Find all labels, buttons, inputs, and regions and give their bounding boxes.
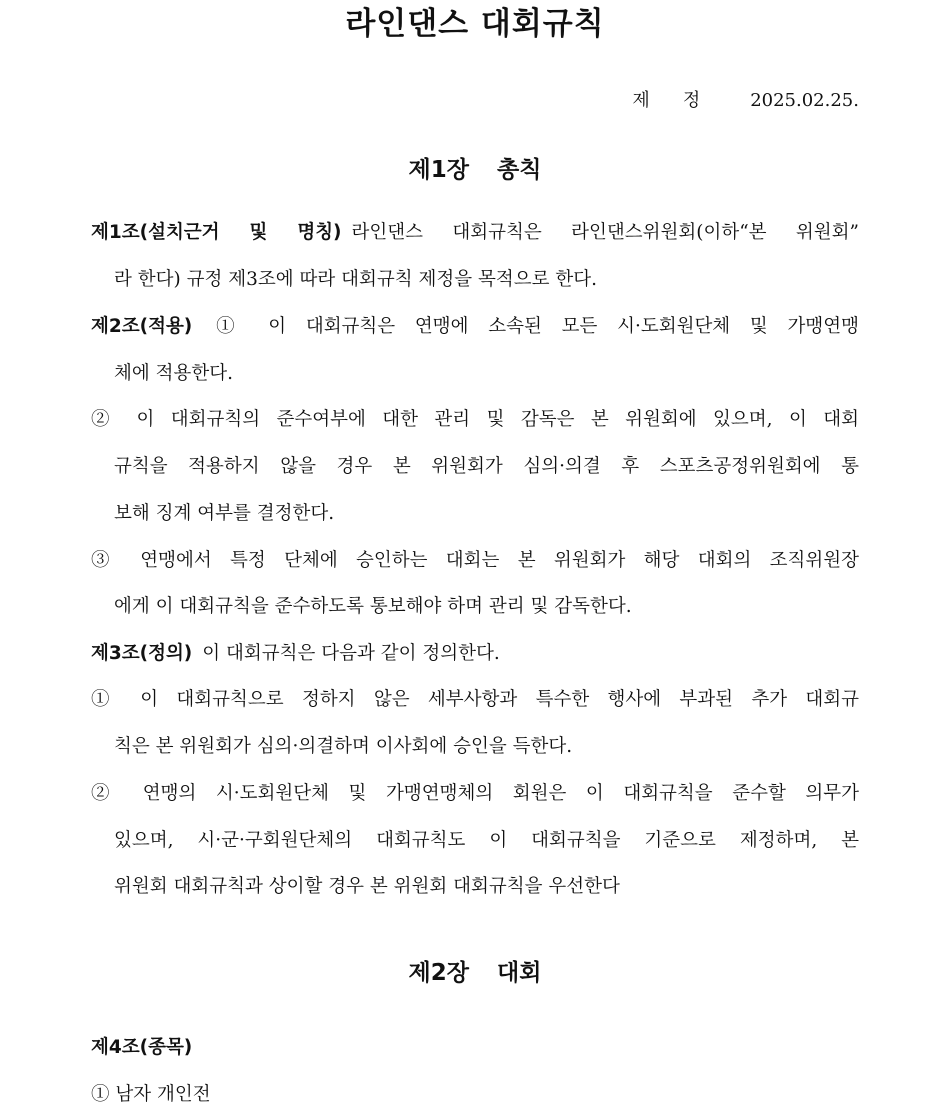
article-2-text-1: ① 이 대회규칙은 연맹에 소속된 모든 시·도회원단체 및 가맹연맹 — [202, 316, 859, 337]
enactment-date-line — [632, 86, 859, 116]
article-2-line-2: 체에 적용한다. — [114, 363, 233, 384]
article-1-line-1 — [91, 217, 859, 249]
chapter-1-name: 총칙 — [497, 157, 542, 183]
chapter-2-name: 대회 — [497, 960, 542, 986]
chapter-1-number: 제1장 — [408, 157, 469, 183]
article-3-text-1: 이 대회규칙은 다음과 같이 정의한다. — [202, 643, 500, 664]
enact-label-1: 제 — [632, 90, 650, 111]
enact-label-2: 정 — [682, 90, 701, 111]
enact-date: 2025.02.25. — [750, 90, 859, 111]
article-4-title: 제4조(종목) — [91, 1037, 193, 1058]
article-1-line-2: 라 한다) 규정 제3조에 따라 대회규칙 제정을 목적으로 한다. — [114, 269, 597, 290]
article-2-line-7: 에게 이 대회규칙을 준수하도록 통보해야 하며 관리 및 감독한다. — [114, 596, 632, 617]
article-3-line-1 — [91, 638, 859, 670]
article-2-line-6: ③ 연맹에서 특정 단체에 승인하는 대회는 본 위원회가 해당 대회의 조직위원장 — [91, 550, 859, 571]
article-2-line-4: 규칙을 적용하지 않을 경우 본 위원회가 심의·의결 후 스포츠공정위원회에 통 — [114, 456, 859, 477]
article-2-line-1 — [91, 311, 859, 343]
article-3-line-6: 위원회 대회규칙과 상이할 경우 본 위원회 대회규칙을 우선한다 — [114, 876, 620, 897]
article-2-title: 제2조(적용) — [91, 316, 193, 337]
article-2-line-3: ② 이 대회규칙의 준수여부에 대한 관리 및 감독은 본 위원회에 있으며, 이 대회 — [91, 409, 859, 430]
article-3-line-5: 있으며, 시·군·구회원단체의 대회규칙도 이 대회규칙을 기준으로 제정하며, 본 — [114, 830, 859, 851]
article-1-text-1: 라인댄스 대회규칙은 라인댄스위원회(이하“본 위원회” — [351, 222, 859, 243]
article-3-line-4: ② 연맹의 시·도회원단체 및 가맹연맹체의 회원은 이 대회규칙을 준수할 의무가 — [91, 783, 859, 804]
document-title: 라인댄스 대회규칙 — [345, 6, 605, 42]
article-2-line-5: 보해 징계 여부를 결정한다. — [114, 503, 335, 524]
article-3-line-2: ① 이 대회규칙으로 정하지 않은 세부사항과 특수한 행사에 부과된 추가 대회규 — [91, 689, 859, 710]
article-3-title: 제3조(정의) — [91, 643, 193, 664]
article-4-line-2: ① 남자 개인전 — [91, 1084, 211, 1105]
chapter-2-heading — [0, 955, 950, 991]
article-1-title: 제1조(설치근거 및 명칭) — [91, 222, 342, 243]
chapter-2-number: 제2장 — [408, 960, 469, 986]
article-4-line-1 — [91, 1032, 859, 1064]
article-3-line-3: 칙은 본 위원회가 심의·의결하며 이사회에 승인을 득한다. — [114, 736, 573, 757]
chapter-1-heading — [0, 152, 950, 188]
